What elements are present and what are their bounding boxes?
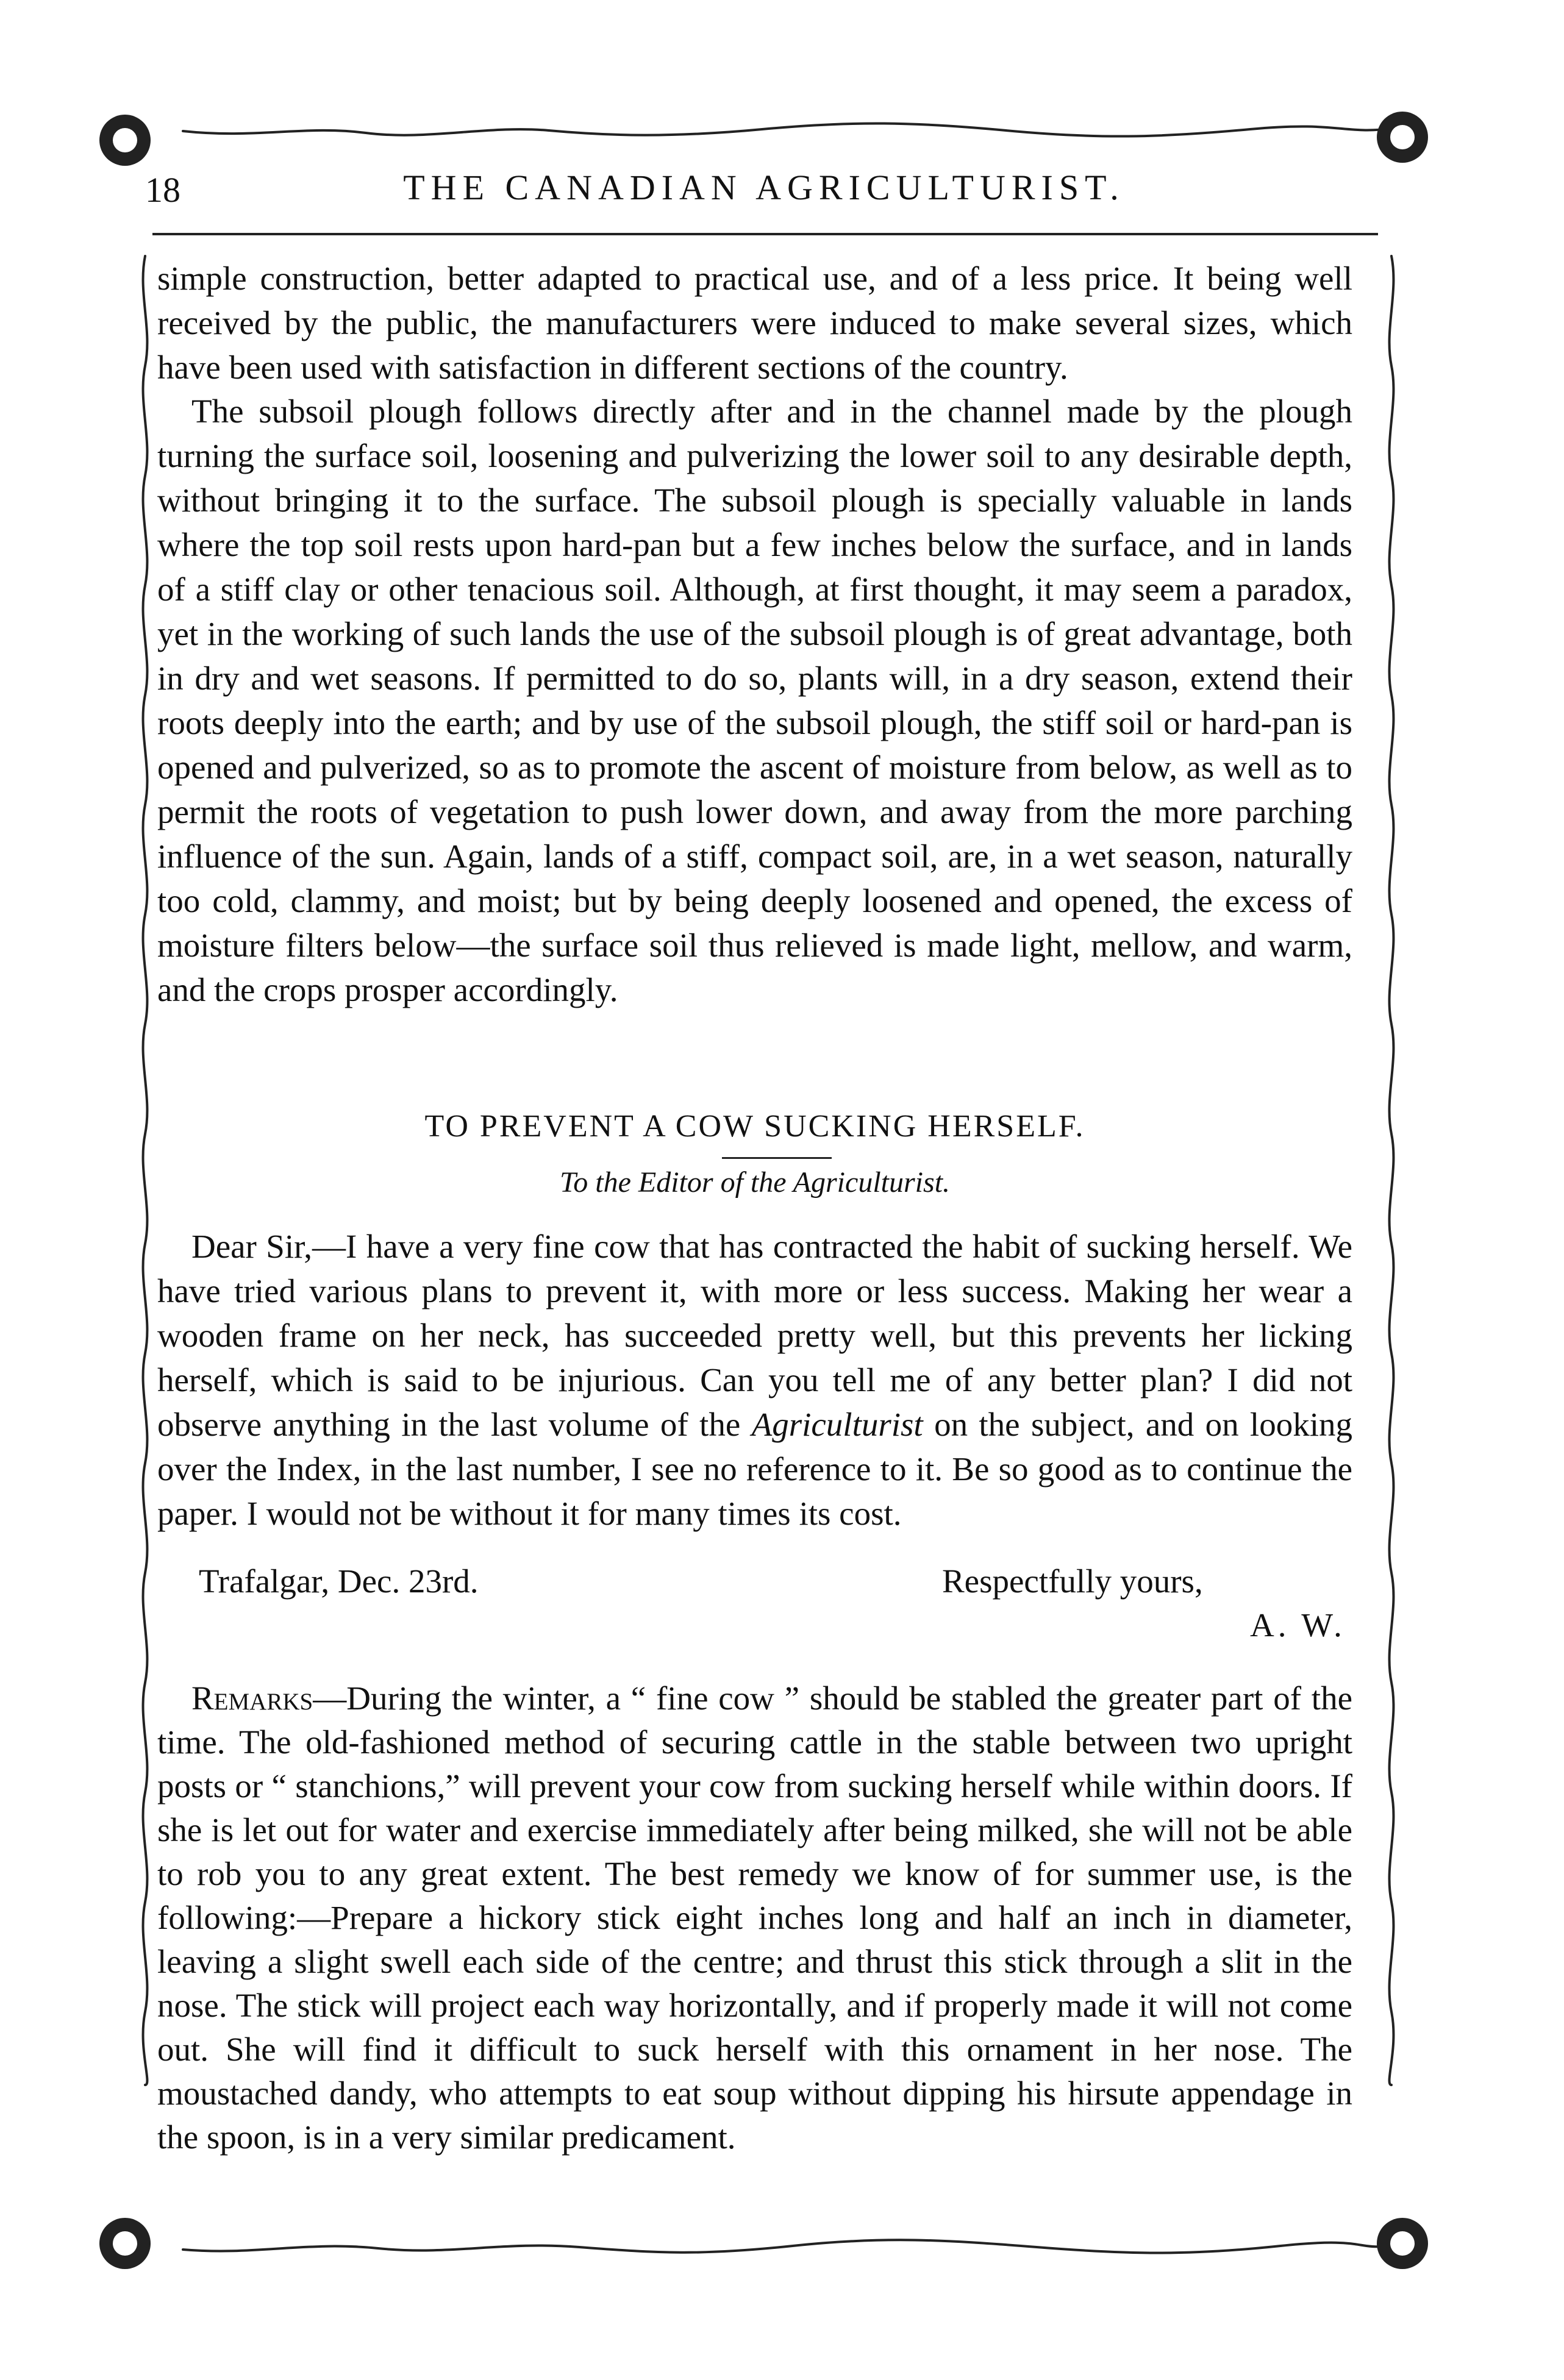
intro-paragraph-continued [157, 256, 1352, 390]
editor-address: To the Editor of the Agriculturist. [559, 1166, 951, 1199]
signoff-place-date: Trafalgar, Dec. 23rd. [199, 1562, 479, 1600]
subsoil-plough-paragraph [157, 389, 1352, 1012]
running-header [145, 163, 1383, 218]
letter-text-2: on the subject, and on looking over the Index, in the last number, I see no reference to it. Be so good as to continue the paper. I would not be without it for many times its cost. [157, 1406, 1352, 1532]
running-title: THE CANADIAN AGRICULTURIST. [403, 168, 1125, 207]
page-number: 18 [145, 170, 180, 210]
signoff-closing: Respectfully yours, [942, 1562, 1203, 1600]
letter-paragraph [157, 1224, 1352, 1536]
article-title: TO PREVENT A COW SUCKING HERSELF. [424, 1109, 1085, 1144]
left-wavy-line [143, 256, 148, 2085]
signoff-initials: A. W. [1250, 1606, 1346, 1644]
letter-body [157, 1224, 1352, 1536]
paragraph: The subsoil plough follows directly after and in the channel made by the plough turning the surface soil, loosening and pulverizing the lower soil to any desirable depth, without bringing it to the surface. The subsoil plough is specially valuable in lands where the top soil rests upon hard-pan but a few inches below the surface, and in lands of a stiff clay or other tenacious soil. Although, at first thought, it may seem a paradox, yet in the working of such lands the use of the subsoil plough is of great advantage, both in dry and wet seasons. If permitted to do so, plants will, in a dry season, extend their roots deeply into the earth; and by use of the subsoil plough, the stiff soil or hard-pan is opened and pulverized, so as to promote the ascent of moisture from below, as well as to permit the roots of vegetation to push lower down, and away from the more parching influence of the sun. Again, lands of a stiff, compact soil, are, in a wet season, naturally too cold, clammy, and moist; but by being deeply loosened and opened, the excess of moisture filters below—the surface soil thus relieved is made light, mellow, and warm, and the crops prosper accordingly. [157, 393, 1352, 1008]
header-rule [152, 233, 1378, 235]
title-rule [722, 1157, 832, 1159]
paragraph [157, 1676, 1352, 2159]
remarks-label: Remarks [191, 1680, 313, 1717]
top-flourish-line [183, 123, 1396, 136]
bottom-flourish-line [183, 2240, 1396, 2253]
letter-text-1: Dear Sir,—I have a very fine cow that has contracted the habit of sucking herself. We have tried various plans to prevent it, with more or less success. Making her wear a wooden frame on her neck, has succeeded pretty well, but this prevents her licking herself, which is said to be injurious. Can you tell me of any better plan? I did not observe anything in the last volume of the [157, 1228, 1352, 1443]
journal-name: Agriculturist [751, 1406, 923, 1443]
right-wavy-line [1390, 256, 1394, 2085]
remarks-text: —During the winter, a “ fine cow ” should be stabled the greater part of the time. The old-fashioned method of securing cattle in the stable between two upright posts or “ stanchions,” will prevent your cow from sucking herself while within doors. If she is let out for water and exercise immediately after being milked, she will not be able to rob you to any great extent. The best remedy we know of for summer use, is the following:—Prepare a hickory stick eight inches long and half an inch in diameter, leaving a slight swell each side of the centre; and thrust this stick through a slit in the nose. The stick will project each way horizontally, and if properly made it will not come out. She will find it difficult to suck herself with this ornament in her nose. The moustached dandy, who attempts to eat soup without dipping his hirsute appendage in the spoon, is in a very similar predicament. [157, 1680, 1352, 2156]
paragraph: simple construction, better adapted to practical use, and of a less price. It being well received by the public, the manufacturers were induced to make several sizes, which have been used with satisfaction in different sections of the country. [157, 260, 1352, 386]
remarks-paragraph [157, 1676, 1352, 2159]
